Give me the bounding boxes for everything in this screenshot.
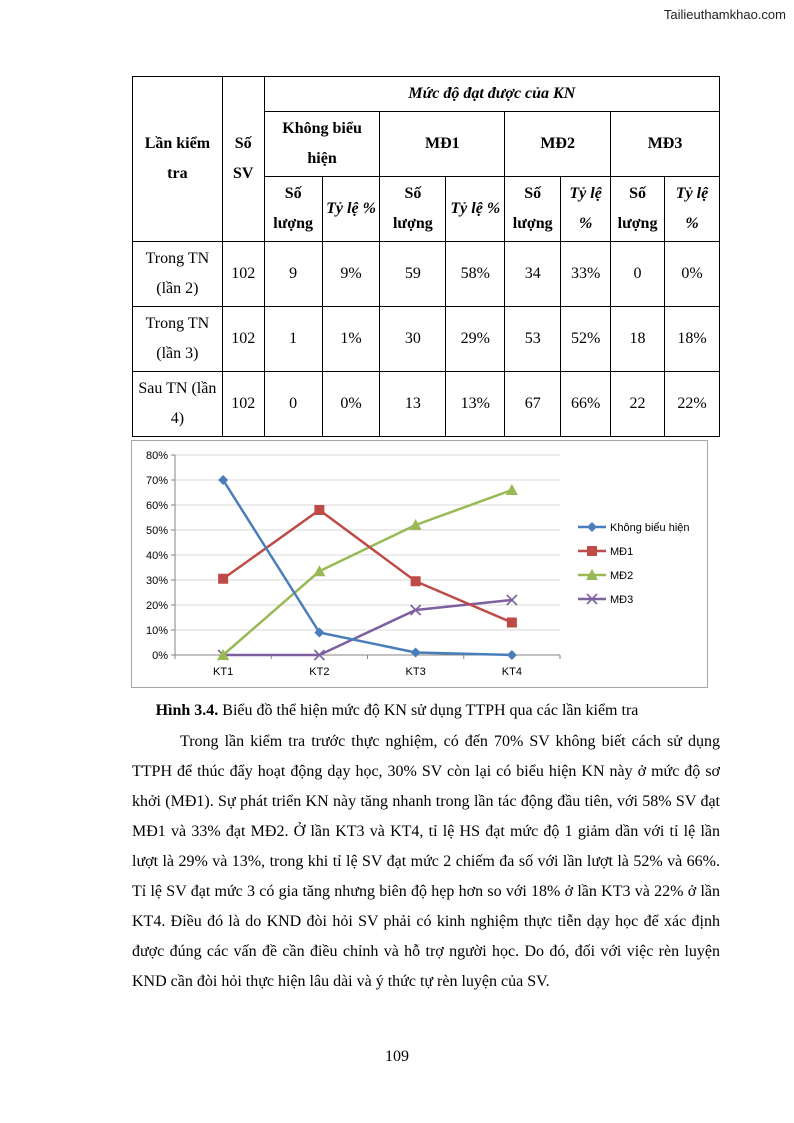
cell: 67 [505, 372, 561, 437]
y-tick-label: 50% [145, 525, 168, 537]
y-tick-label: 60% [145, 500, 168, 512]
header-so-luong: Số lượng [380, 177, 446, 242]
data-point [411, 576, 421, 586]
cell: 13% [446, 372, 505, 437]
body-paragraph: Trong lần kiểm tra trước thực nghiệm, có đến 70% SV không biết cách sử dụng TTPH để thúc đẩy hoạt động dạy học, 30% SV còn lại có biểu hiện KN này ở mức độ sơ khởi (MĐ1). Sự phát triển KN này tăng nhanh trong lần tác động đầu tiên, với 58% SV đạt MĐ1 và 33% đạt MĐ2. Ở lần KT3 và KT4, tỉ lệ HS đạt mức độ 1 giảm dần với tỉ lệ lần lượt là 29% và 13%, trong khi tỉ lệ SV đạt mức 2 chiếm đa số với lần lượt là 52% và 66%. Tỉ lệ SV đạt mức 3 có gia tăng nhưng biên độ hẹp hơn so với 18% ở lần KT3 và 22% ở lần KT4. Điều đó là do KND đòi hỏi SV phải có kinh nghiệm thực tiễn dạy học để xác định được đúng các vấn đề cần điều chỉnh và hỗ trợ người học. Do đó, đối với việc rèn luyện KND cần đòi hỏi thực hiện lâu dài và ý thức tự rèn luyện của SV. [132, 733, 720, 990]
cell: 102 [222, 307, 264, 372]
table-row [133, 307, 720, 372]
cell: 1% [322, 307, 380, 372]
y-tick-label: 30% [145, 575, 168, 587]
header-khong-bieu-hien: Không biểu hiện [264, 112, 380, 177]
cell: 13 [380, 372, 446, 437]
cell: 0% [665, 242, 720, 307]
header-so-sv: Số SV [222, 77, 264, 242]
caption-text: Biểu đồ thể hiện mức độ KN sử dụng TTPH qua các lần kiểm tra [218, 702, 639, 719]
legend-label: MĐ2 [610, 570, 634, 582]
page-number: 109 [385, 1048, 409, 1065]
legend-label: MĐ1 [610, 546, 634, 558]
cell: 33% [561, 242, 611, 307]
data-point [507, 618, 517, 628]
cell: 22% [665, 372, 720, 437]
table-row [133, 372, 720, 437]
legend-label: Không biểu hiện [610, 522, 690, 534]
x-tick-label: KT3 [405, 666, 426, 678]
cell: 18% [665, 307, 720, 372]
results-table [132, 76, 720, 437]
legend-marker [587, 546, 597, 556]
y-tick-label: 80% [145, 450, 168, 462]
cell: 0 [611, 242, 665, 307]
header-ty-le: Tỷ lệ % [446, 177, 505, 242]
cell: 0 [264, 372, 322, 437]
legend-label: MĐ3 [610, 594, 634, 606]
watermark: Tailieuthamkhao.com [663, 7, 786, 22]
x-tick-label: KT4 [501, 666, 522, 678]
row-label: Trong TN (lần 2) [133, 242, 223, 307]
x-tick-label: KT1 [213, 666, 234, 678]
cell: 0% [322, 372, 380, 437]
header-ty-le: Tỷ lệ % [561, 177, 611, 242]
data-point [313, 565, 325, 576]
cell: 66% [561, 372, 611, 437]
header-so-luong: Số lượng [264, 177, 322, 242]
data-point [314, 505, 324, 515]
header-md3: MĐ3 [611, 112, 720, 177]
header-muc-do: Mức độ đạt được của KN [264, 77, 719, 112]
figure-caption [0, 702, 794, 720]
header-ty-le: Tỷ lệ % [322, 177, 380, 242]
cell: 30 [380, 307, 446, 372]
cell: 102 [222, 242, 264, 307]
y-tick-label: 40% [145, 550, 168, 562]
cell: 34 [505, 242, 561, 307]
y-tick-label: 10% [145, 625, 168, 637]
cell: 9 [264, 242, 322, 307]
header-so-luong: Số lượng [505, 177, 561, 242]
y-tick-label: 0% [152, 650, 168, 662]
line-chart [131, 440, 708, 688]
cell: 29% [446, 307, 505, 372]
table-row [133, 242, 720, 307]
header-lan-kiem-tra: Lần kiểm tra [133, 77, 223, 242]
data-point [507, 650, 517, 660]
header-ty-le: Tỷ lệ % [665, 177, 720, 242]
chart-svg [132, 441, 709, 689]
header-so-luong: Số lượng [611, 177, 665, 242]
caption-label: Hình 3.4. [155, 702, 219, 719]
row-label: Sau TN (lần 4) [133, 372, 223, 437]
x-tick-label: KT2 [309, 666, 330, 678]
cell: 102 [222, 372, 264, 437]
cell: 59 [380, 242, 446, 307]
cell: 1 [264, 307, 322, 372]
data-point [506, 484, 518, 495]
y-tick-label: 20% [145, 600, 168, 612]
header-md1: MĐ1 [380, 112, 505, 177]
row-label: Trong TN (lần 3) [133, 307, 223, 372]
cell: 52% [561, 307, 611, 372]
cell: 58% [446, 242, 505, 307]
series-line [223, 600, 512, 655]
data-point [218, 574, 228, 584]
y-tick-label: 70% [145, 475, 168, 487]
cell: 9% [322, 242, 380, 307]
legend-marker [587, 522, 597, 532]
data-point [411, 648, 421, 658]
cell: 18 [611, 307, 665, 372]
cell: 22 [611, 372, 665, 437]
header-md2: MĐ2 [505, 112, 611, 177]
cell: 53 [505, 307, 561, 372]
